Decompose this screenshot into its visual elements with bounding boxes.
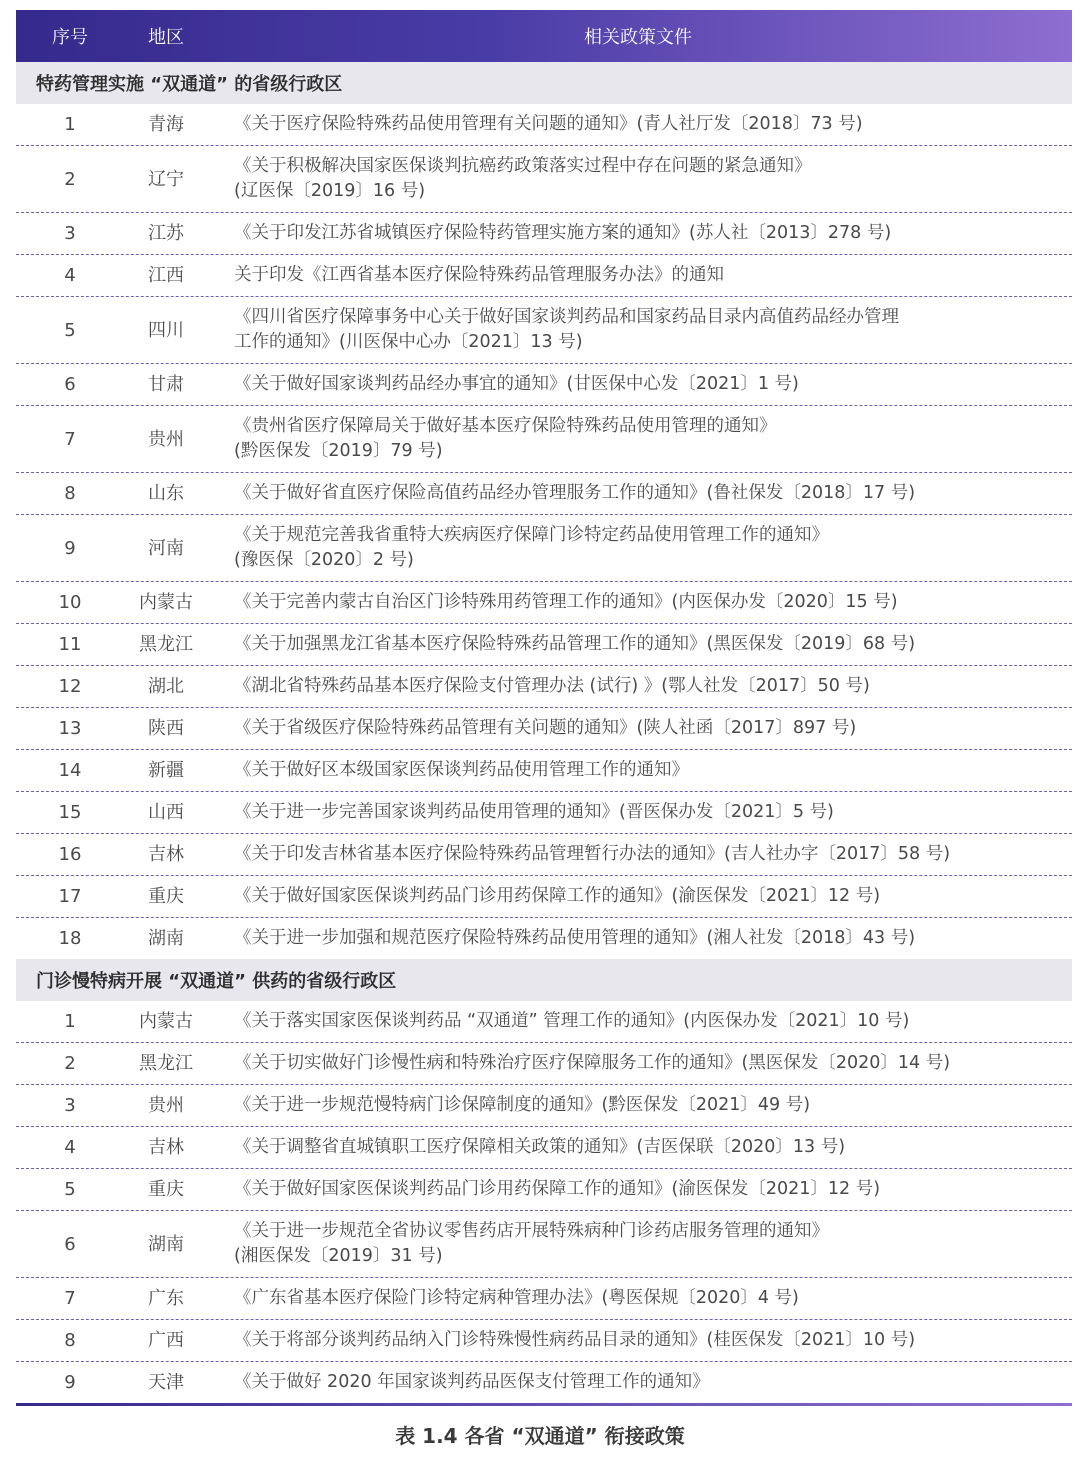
row-no: 5 (64, 1179, 76, 1200)
row-region: 广西 (148, 1330, 184, 1351)
row-doc: 《关于切实做好门诊慢性病和特殊治疗医疗保障服务工作的通知》(黑医保发〔2020〕14 号) (234, 1053, 951, 1073)
row-doc: 《关于进一步加强和规范医疗保险特殊药品使用管理的通知》(湘人社发〔2018〕43 号) (234, 928, 916, 948)
row-region: 陕西 (148, 718, 184, 739)
row-region: 山西 (148, 802, 184, 823)
row-doc: 《关于积极解决国家医保谈判抗癌药政策落实过程中存在问题的紧急通知》 (辽医保〔2019〕16 号) (234, 156, 812, 201)
row-doc: 《关于加强黑龙江省基本医疗保险特殊药品管理工作的通知》(黑医保发〔2019〕68 号) (234, 634, 916, 654)
row-no: 12 (58, 676, 82, 697)
table-row (16, 1362, 1072, 1403)
table-row (16, 1001, 1072, 1043)
row-region: 贵州 (148, 1095, 184, 1116)
row-region: 四川 (148, 319, 184, 341)
row-doc: 《关于规范完善我省重特大疾病医疗保障门诊特定药品使用管理工作的通知》 (豫医保〔2020〕2 号) (234, 525, 829, 570)
row-doc: 《广东省基本医疗保险门诊特定病种管理办法》(粤医保规〔2020〕4 号) (234, 1288, 799, 1308)
row-no: 7 (64, 1288, 76, 1309)
row-region: 山东 (148, 483, 184, 504)
row-region: 湖南 (148, 928, 184, 949)
row-region: 新疆 (148, 760, 184, 781)
row-no: 11 (58, 634, 82, 655)
table-row (16, 473, 1072, 515)
row-region: 青海 (148, 114, 184, 135)
row-doc: 《关于将部分谈判药品纳入门诊特殊慢性病药品目录的通知》(桂医保发〔2021〕10 号) (234, 1330, 916, 1350)
row-doc: 《关于做好国家医保谈判药品门诊用药保障工作的通知》(渝医保发〔2021〕12 号) (234, 1179, 881, 1199)
row-region: 吉林 (148, 844, 184, 865)
row-doc: 《关于印发吉林省基本医疗保险特殊药品管理暂行办法的通知》(吉人社办字〔2017〕58 号) (234, 844, 951, 864)
section-title: 门诊慢特病开展 “双通道” 供药的省级行政区 (16, 959, 1072, 1001)
row-no: 2 (64, 1053, 76, 1074)
row-doc: 《湖北省特殊药品基本医疗保险支付管理办法 (试行) 》(鄂人社发〔2017〕50 号) (234, 676, 870, 696)
row-no: 5 (64, 319, 76, 341)
row-no: 3 (64, 223, 76, 244)
row-doc: 《关于进一步完善国家谈判药品使用管理的通知》(晋医保办发〔2021〕5 号) (234, 802, 834, 822)
row-region: 内蒙古 (139, 592, 193, 613)
table-row (16, 1320, 1072, 1362)
table-row (16, 1278, 1072, 1320)
table-row (16, 582, 1072, 624)
row-region: 重庆 (148, 1179, 184, 1200)
row-region: 江苏 (148, 223, 184, 244)
table-row (16, 1085, 1072, 1127)
policy-table (16, 10, 1072, 1406)
row-region: 重庆 (148, 886, 184, 907)
row-no: 6 (64, 1233, 76, 1255)
row-no: 18 (58, 928, 82, 949)
table-row (16, 213, 1072, 255)
section-title: 特药管理实施 “双通道” 的省级行政区 (16, 62, 1072, 104)
row-region: 辽宁 (148, 168, 184, 190)
row-no: 1 (64, 114, 76, 135)
row-region: 黑龙江 (139, 1053, 193, 1074)
row-region: 内蒙古 (139, 1011, 193, 1032)
table-bottom-rule (16, 1403, 1072, 1406)
table-row (16, 624, 1072, 666)
row-no: 15 (58, 802, 82, 823)
table-row (16, 834, 1072, 876)
row-doc: 《关于省级医疗保险特殊药品管理有关问题的通知》(陕人社函〔2017〕897 号) (234, 718, 857, 738)
row-region: 贵州 (148, 428, 184, 450)
row-no: 9 (64, 537, 76, 559)
table-row (16, 297, 1072, 364)
row-no: 14 (58, 760, 82, 781)
row-no: 16 (58, 844, 82, 865)
header-col-no: 序号 (52, 27, 88, 48)
row-no: 4 (64, 1137, 76, 1158)
table-row (16, 1043, 1072, 1085)
row-no: 4 (64, 265, 76, 286)
row-doc: 《关于做好国家谈判药品经办事宜的通知》(甘医保中心发〔2021〕1 号) (234, 374, 799, 394)
row-doc: 《关于医疗保险特殊药品使用管理有关问题的通知》(青人社厅发〔2018〕73 号) (234, 114, 863, 134)
row-region: 甘肃 (148, 374, 184, 395)
row-no: 17 (58, 886, 82, 907)
row-region: 河南 (148, 537, 184, 559)
table-header (16, 10, 1072, 62)
row-doc: 关于印发《江西省基本医疗保险特殊药品管理服务办法》的通知 (234, 265, 724, 285)
table-row (16, 1127, 1072, 1169)
table-row (16, 104, 1072, 146)
row-no: 9 (64, 1372, 76, 1393)
row-region: 天津 (148, 1372, 184, 1393)
table-row (16, 515, 1072, 582)
row-doc: 《关于做好 2020 年国家谈判药品医保支付管理工作的通知》 (234, 1372, 710, 1392)
row-doc: 《贵州省医疗保障局关于做好基本医疗保险特殊药品使用管理的通知》 (黔医保发〔2019〕79 号) (234, 416, 777, 461)
row-region: 吉林 (148, 1137, 184, 1158)
table-body (16, 62, 1072, 1403)
row-doc: 《关于调整省直城镇职工医疗保障相关政策的通知》(吉医保联〔2020〕13 号) (234, 1137, 846, 1157)
table-row (16, 406, 1072, 473)
row-doc: 《关于进一步规范慢特病门诊保障制度的通知》(黔医保发〔2021〕49 号) (234, 1095, 811, 1115)
row-doc: 《关于进一步规范全省协议零售药店开展特殊病种门诊药店服务管理的通知》 (湘医保发〔2019〕31 号) (234, 1221, 829, 1266)
row-region: 广东 (148, 1288, 184, 1309)
row-doc: 《关于做好省直医疗保险高值药品经办管理服务工作的通知》(鲁社保发〔2018〕17 号) (234, 483, 916, 503)
row-region: 湖北 (148, 676, 184, 697)
table-row (16, 1169, 1072, 1211)
row-no: 13 (58, 718, 82, 739)
row-no: 10 (58, 592, 82, 613)
row-doc: 《关于完善内蒙古自治区门诊特殊用药管理工作的通知》(内医保办发〔2020〕15 号) (234, 592, 898, 612)
row-no: 2 (64, 168, 76, 190)
header-col-docs: 相关政策文件 (584, 27, 692, 48)
table-row (16, 1211, 1072, 1278)
table-row (16, 708, 1072, 750)
row-region: 湖南 (148, 1233, 184, 1255)
row-no: 8 (64, 1330, 76, 1351)
row-no: 3 (64, 1095, 76, 1116)
table-row (16, 876, 1072, 918)
row-region: 黑龙江 (139, 634, 193, 655)
row-no: 8 (64, 483, 76, 504)
table-row (16, 666, 1072, 708)
table-caption: 表 1.4 各省 “双通道” 衔接政策 (395, 1424, 685, 1448)
row-region: 江西 (148, 265, 184, 286)
table-row (16, 364, 1072, 406)
table-row (16, 918, 1072, 959)
row-no: 7 (64, 428, 76, 450)
row-doc: 《四川省医疗保障事务中心关于做好国家谈判药品和国家药品目录内高值药品经办管理 工作的通知》(川医保中心办〔2021〕13 号) (234, 307, 899, 352)
table-row (16, 255, 1072, 297)
table-row (16, 750, 1072, 792)
row-no: 6 (64, 374, 76, 395)
table-row (16, 792, 1072, 834)
row-doc: 《关于落实国家医保谈判药品 “双通道” 管理工作的通知》(内医保办发〔2021〕10 号) (234, 1011, 910, 1031)
row-doc: 《关于做好区本级国家医保谈判药品使用管理工作的通知》 (234, 760, 689, 780)
row-doc: 《关于印发江苏省城镇医疗保险特药管理实施方案的通知》(苏人社〔2013〕278 号) (234, 223, 892, 243)
header-col-region: 地区 (148, 27, 184, 48)
table-row (16, 146, 1072, 213)
row-no: 1 (64, 1011, 76, 1032)
row-doc: 《关于做好国家医保谈判药品门诊用药保障工作的通知》(渝医保发〔2021〕12 号) (234, 886, 881, 906)
